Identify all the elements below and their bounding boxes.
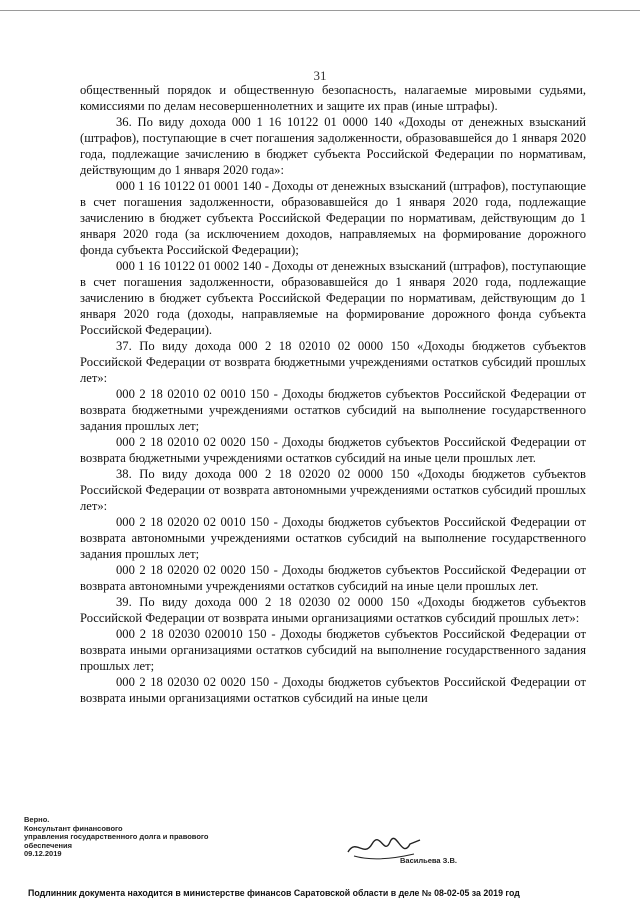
paragraph: 000 1 16 10122 01 0002 140 - Доходы от денежных взысканий (штрафов), поступающие в счет погашения задолженности, образовавшейся до 1 января 2020 года, подлежащие зачислению в бюджет субъекта Российской Федерации по нормативам, действующим до 1 января 2020 года (доходы, направляемые на формирование дорожного фонда субъекта Российской Федерации). — [80, 259, 586, 337]
paragraph: 000 2 18 02030 020010 150 - Доходы бюджетов субъектов Российской Федерации от возврата иными организациями остатков субсидий на выполнение государственного задания прошлых лет; — [80, 627, 586, 673]
executor-name: Васильева З.В. — [400, 856, 457, 865]
top-rule — [0, 10, 640, 11]
paragraph: 000 2 18 02010 02 0020 150 - Доходы бюджетов субъектов Российской Федерации от возврата бюджетными учреждениями остатков субсидий на иные цели прошлых лет. — [80, 435, 586, 465]
original-location-note: Подлинник документа находится в министерстве финансов Саратовской области в деле № 08-02-05 за 2019 год — [28, 888, 520, 898]
page-number: 31 — [313, 68, 327, 83]
paragraph: 000 2 18 02020 02 0020 150 - Доходы бюджетов субъектов Российской Федерации от возврата автономными учреждениями остатков субсидий на иные цели прошлых лет. — [80, 563, 586, 593]
paragraph: 37. По виду дохода 000 2 18 02010 02 0000 150 «Доходы бюджетов субъектов Российской Федерации от возврата бюджетными учреждениями остатков субсидий прошлых лет»: — [80, 339, 586, 385]
document-body — [80, 82, 586, 706]
paragraph: 000 2 18 02010 02 0010 150 - Доходы бюджетов субъектов Российской Федерации от возврата бюджетными учреждениями остатков субсидий на выполнение государственного задания прошлых лет; — [80, 387, 586, 433]
paragraph: общественный порядок и общественную безопасность, налагаемые мировыми судьями, комиссиями по делам несовершеннолетних и защите их прав (иные штрафы). — [80, 83, 586, 113]
certify-line: управления государственного долга и правового обеспечения — [24, 832, 209, 850]
paragraph: 000 2 18 02030 02 0020 150 - Доходы бюджетов субъектов Российской Федерации от возврата иными организациями остатков субсидий на иные цели — [80, 675, 586, 705]
paragraph: 000 2 18 02020 02 0010 150 - Доходы бюджетов субъектов Российской Федерации от возврата автономными учреждениями остатков субсидий на выполнение государственного задания прошлых лет; — [80, 515, 586, 561]
certify-line: Консультант финансового — [24, 823, 123, 833]
paragraph: 000 1 16 10122 01 0001 140 - Доходы от денежных взысканий (штрафов), поступающие в счет погашения задолженности, образовавшейся до 1 января 2020 года, подлежащие зачислению в бюджет субъекта Российской Федерации по нормативам, действующим до 1 января 2020 года (за исключением доходов, направляемых на формирование дорожного фонда субъекта Российской Федерации); — [80, 179, 586, 257]
paragraph: 36. По виду дохода 000 1 16 10122 01 0000 140 «Доходы от денежных взысканий (штрафов), поступающие в счет погашения задолженности, образовавшейся до 1 января 2020 года, подлежащие зачислению в бюджет субъекта Российской Федерации по нормативам, действующим до 1 января 2020 года»: — [80, 115, 586, 177]
paragraph: 39. По виду дохода 000 2 18 02030 02 0000 150 «Доходы бюджетов субъектов Российской Федерации от возврата иными организациями остатков субсидий прошлых лет»: — [80, 595, 586, 625]
certify-line: Верно. — [24, 815, 50, 824]
paragraph: 38. По виду дохода 000 2 18 02020 02 0000 150 «Доходы бюджетов субъектов Российской Федерации от возврата автономными учреждениями остатков субсидий прошлых лет»: — [80, 467, 586, 513]
certification-block — [24, 816, 214, 859]
certify-line: 09.12.2019 — [24, 849, 62, 859]
